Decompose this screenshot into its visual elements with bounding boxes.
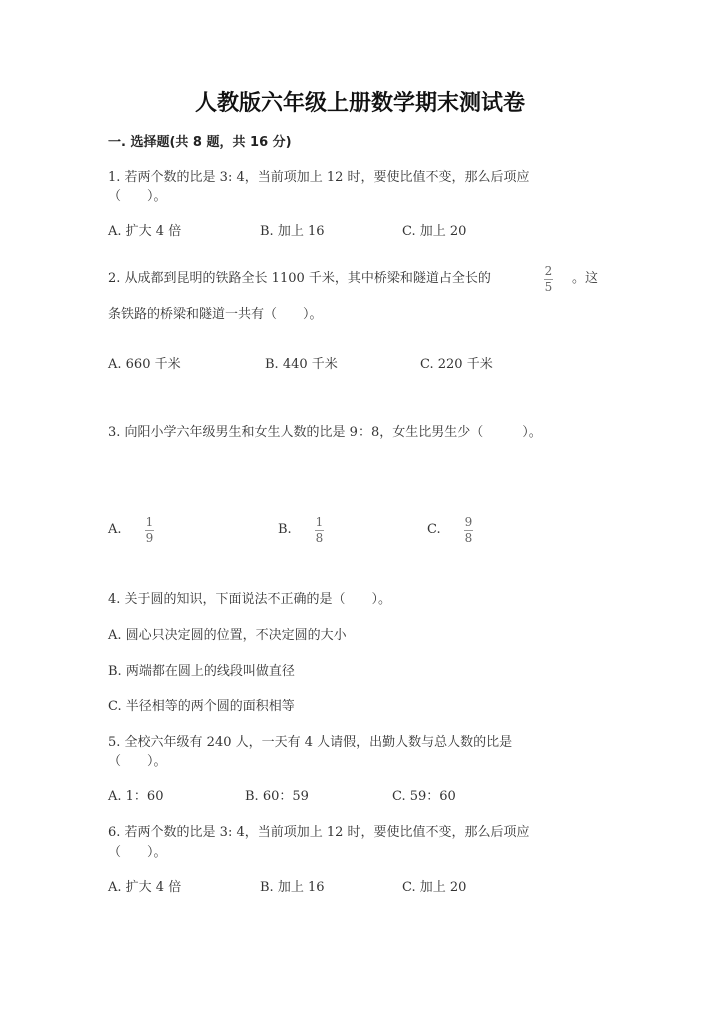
denominator: 8: [315, 531, 324, 545]
denominator: 8: [464, 531, 473, 545]
question-text: 1. 若两个数的比是 3: 4，当前项加上 12 时，要使比值不变，那么后项应: [108, 170, 530, 185]
answer-blank: （ ）。: [108, 754, 167, 769]
section-heading: 一. 选择题(共 8 题，共 16 分): [108, 135, 292, 150]
question-text: 3. 向阳小学六年级男生和女生人数的比是 9：8，女生比男生少（ ）。: [108, 425, 542, 440]
option-b: B. 60：59: [245, 789, 309, 804]
option-c: C. 半径相等的两个圆的面积相等: [108, 699, 295, 714]
option-a: A. 圆心只决定圆的位置，不决定圆的大小: [108, 628, 347, 643]
option-b: B. 两端都在圆上的线段叫做直径: [108, 664, 295, 679]
option-a: A. 扩大 4 倍: [108, 224, 182, 239]
option-c: C. 59：60: [392, 789, 456, 804]
denominator: 9: [145, 531, 154, 545]
page-title: 人教版六年级上册数学期末测试卷: [194, 91, 525, 116]
option-c: C. 220 千米: [420, 357, 493, 372]
fraction-c: [464, 516, 473, 545]
fraction-b: [315, 516, 324, 545]
option-a: A. 扩大 4 倍: [108, 880, 182, 895]
fraction-a: [145, 516, 154, 545]
answer-blank: （ ）。: [108, 189, 167, 204]
question-text: 4. 关于圆的知识，下面说法不正确的是（ ）。: [108, 592, 392, 607]
denominator: 5: [544, 280, 553, 294]
option-b: B. 440 千米: [265, 357, 338, 372]
option-b: B.: [278, 522, 292, 537]
option-b: B. 加上 16: [260, 224, 325, 239]
question-text-cont: 。这: [572, 271, 599, 286]
option-c: C. 加上 20: [402, 224, 467, 239]
question-text: 5. 全校六年级有 240 人，一天有 4 人请假，出勤人数与总人数的比是: [108, 735, 513, 750]
question-text: 2. 从成都到昆明的铁路全长 1100 千米，其中桥梁和隧道占全长的: [108, 271, 491, 286]
option-c: C.: [427, 522, 441, 537]
option-a: A. 660 千米: [108, 357, 181, 372]
option-c: C. 加上 20: [402, 880, 467, 895]
fraction: [544, 265, 553, 294]
numerator: 1: [145, 515, 154, 529]
numerator: 2: [544, 264, 553, 278]
option-b: B. 加上 16: [260, 880, 325, 895]
numerator: 9: [464, 515, 473, 529]
answer-blank: （ ）。: [108, 845, 167, 860]
option-a: A.: [108, 522, 122, 537]
question-text: 6. 若两个数的比是 3: 4，当前项加上 12 时，要使比值不变，那么后项应: [108, 825, 530, 840]
numerator: 1: [315, 515, 324, 529]
question-text-line2: 条铁路的桥梁和隧道一共有（ ）。: [108, 307, 323, 322]
option-a: A. 1：60: [108, 789, 164, 804]
